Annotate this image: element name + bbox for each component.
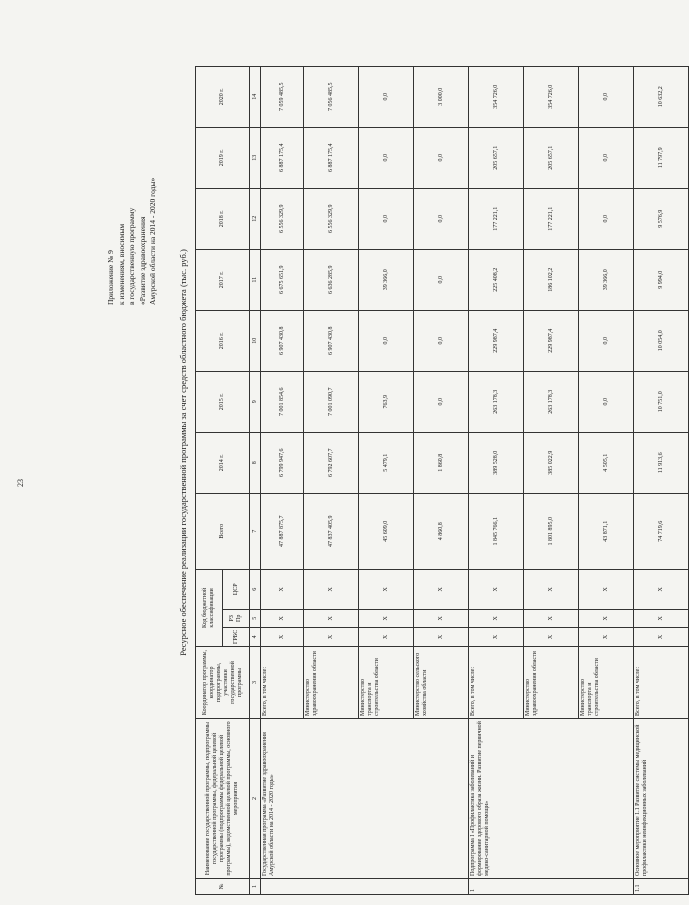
total-cell: 74 719,6 bbox=[634, 493, 689, 569]
header-total: Всего bbox=[196, 493, 250, 569]
header-no: № bbox=[196, 879, 250, 895]
year-amount-cell: 9 576,9 bbox=[634, 188, 689, 249]
year-amount-cell: 6 636 285,9 bbox=[304, 249, 359, 310]
coordinator-cell: Всего, в том числе: bbox=[261, 647, 304, 719]
column-number: 1 bbox=[250, 879, 261, 895]
year-amount-cell: 263 178,3 bbox=[469, 371, 524, 432]
header-year: 2014 г. bbox=[196, 432, 250, 493]
row-number: 1 bbox=[469, 879, 634, 895]
header-year: 2016 г. bbox=[196, 310, 250, 371]
year-amount-cell: 6 556 329,9 bbox=[261, 188, 304, 249]
grbs-cell: X bbox=[524, 627, 579, 646]
rzpr-cell: X bbox=[304, 609, 359, 627]
table-row bbox=[469, 66, 524, 894]
total-cell: 47 837 405,9 bbox=[304, 493, 359, 569]
year-amount-cell: 229 987,4 bbox=[469, 310, 524, 371]
column-number: 5 bbox=[250, 609, 261, 627]
grbs-cell: X bbox=[579, 627, 634, 646]
year-amount-cell: 186 102,2 bbox=[524, 249, 579, 310]
header-year: 2017 г. bbox=[196, 249, 250, 310]
csr-cell: X bbox=[414, 569, 469, 609]
csr-cell: X bbox=[304, 569, 359, 609]
csr-cell: X bbox=[359, 569, 414, 609]
budget-table bbox=[195, 66, 689, 895]
program-name: Основное мероприятие 1.1 Развитие системы медицинской профилактики неинфекционных заболеваний bbox=[634, 719, 689, 879]
year-amount-cell: 10 054,0 bbox=[634, 310, 689, 371]
column-number: 2 bbox=[250, 719, 261, 879]
year-amount-cell: 9 994,0 bbox=[634, 249, 689, 310]
year-amount-cell: 7 056 485,5 bbox=[304, 66, 359, 127]
year-amount-cell: 354 726,0 bbox=[524, 66, 579, 127]
program-name: Государственная программа «Развитие здравоохранения Амурской области на 2014 - 2020 годы» bbox=[261, 719, 469, 879]
coordinator-cell: Министерство здравоохранения области bbox=[524, 647, 579, 719]
header-budget-code: Код бюджетной классификации bbox=[196, 569, 223, 646]
total-cell: 4 860,8 bbox=[414, 493, 469, 569]
year-amount-cell: 7 059 485,5 bbox=[261, 66, 304, 127]
column-number: 13 bbox=[250, 127, 261, 188]
year-amount-cell: 10 632,2 bbox=[634, 66, 689, 127]
coordinator-cell: Министерство здравоохранения области bbox=[304, 647, 359, 719]
column-number-row bbox=[250, 66, 261, 894]
csr-cell: X bbox=[579, 569, 634, 609]
year-amount-cell: 1 860,8 bbox=[414, 432, 469, 493]
header-year: 2018 г. bbox=[196, 188, 250, 249]
header-year: 2015 г. bbox=[196, 371, 250, 432]
page-number: 23 bbox=[16, 479, 25, 487]
year-amount-cell: 0,0 bbox=[579, 310, 634, 371]
year-amount-cell: 0,0 bbox=[359, 127, 414, 188]
column-number: 8 bbox=[250, 432, 261, 493]
year-amount-cell: 0,0 bbox=[579, 127, 634, 188]
column-number: 4 bbox=[250, 627, 261, 646]
program-name: Подпрограмма I «Профилактика заболеваний и формирование здорового образа жизни. Развитие первичной медико-санитарной помощи» bbox=[469, 719, 634, 879]
csr-cell: X bbox=[261, 569, 304, 609]
rzpr-cell: X bbox=[359, 609, 414, 627]
column-number: 6 bbox=[250, 569, 261, 609]
year-amount-cell: 263 178,3 bbox=[524, 371, 579, 432]
year-amount-cell: 205 657,1 bbox=[469, 127, 524, 188]
total-cell: 45 609,0 bbox=[359, 493, 414, 569]
column-number: 9 bbox=[250, 371, 261, 432]
year-amount-cell: 6 799 947,6 bbox=[261, 432, 304, 493]
grbs-cell: X bbox=[634, 627, 689, 646]
year-amount-cell: 5 479,1 bbox=[359, 432, 414, 493]
header-year: 2019 г. bbox=[196, 127, 250, 188]
rzpr-cell: X bbox=[261, 609, 304, 627]
total-cell: 47 887 875,7 bbox=[261, 493, 304, 569]
year-amount-cell: 0,0 bbox=[414, 310, 469, 371]
year-amount-cell: 177 221,1 bbox=[524, 188, 579, 249]
rzpr-cell: X bbox=[414, 609, 469, 627]
total-cell: 1 845 766,1 bbox=[469, 493, 524, 569]
grbs-cell: X bbox=[359, 627, 414, 646]
year-amount-cell: 0,0 bbox=[359, 66, 414, 127]
rzpr-cell: X bbox=[579, 609, 634, 627]
row-number: 1.1 bbox=[634, 879, 689, 895]
year-amount-cell: 0,0 bbox=[414, 188, 469, 249]
year-amount-cell: 6 556 329,9 bbox=[304, 188, 359, 249]
grbs-cell: X bbox=[304, 627, 359, 646]
year-amount-cell: 389 528,0 bbox=[469, 432, 524, 493]
appendix-note: Приложение № 9 к изменениям, вносимым в государственную программу «Развитие здравоохранения Амурской области на 2014 - 2020 годы» bbox=[106, 177, 157, 305]
year-amount-cell: 385 022,9 bbox=[524, 432, 579, 493]
table-body bbox=[261, 66, 689, 894]
year-amount-cell: 225 408,2 bbox=[469, 249, 524, 310]
total-cell: 43 871,1 bbox=[579, 493, 634, 569]
total-cell: 1 801 895,0 bbox=[524, 493, 579, 569]
year-amount-cell: 229 987,4 bbox=[524, 310, 579, 371]
column-number: 14 bbox=[250, 66, 261, 127]
column-number: 3 bbox=[250, 647, 261, 719]
header-row bbox=[196, 66, 223, 894]
rzpr-cell: X bbox=[524, 609, 579, 627]
csr-cell: X bbox=[634, 569, 689, 609]
row-number bbox=[261, 879, 469, 895]
year-amount-cell: 11 797,9 bbox=[634, 127, 689, 188]
rzpr-cell: X bbox=[634, 609, 689, 627]
grbs-cell: X bbox=[261, 627, 304, 646]
year-amount-cell: 3 000,0 bbox=[414, 66, 469, 127]
column-number: 10 bbox=[250, 310, 261, 371]
year-amount-cell: 205 657,1 bbox=[524, 127, 579, 188]
header-grbs: ГРБС bbox=[223, 627, 250, 646]
year-amount-cell: 0,0 bbox=[579, 371, 634, 432]
year-amount-cell: 354 726,0 bbox=[469, 66, 524, 127]
year-amount-cell: 0,0 bbox=[414, 249, 469, 310]
coordinator-cell: Всего, в том числе: bbox=[469, 647, 524, 719]
column-number: 12 bbox=[250, 188, 261, 249]
year-amount-cell: 0,0 bbox=[414, 127, 469, 188]
csr-cell: X bbox=[469, 569, 524, 609]
year-amount-cell: 177 221,1 bbox=[469, 188, 524, 249]
year-amount-cell: 6 792 607,7 bbox=[304, 432, 359, 493]
year-amount-cell: 6 907 430,8 bbox=[261, 310, 304, 371]
header-year: 2020 г. bbox=[196, 66, 250, 127]
header-rzpr: РЗ Пр bbox=[223, 609, 250, 627]
year-amount-cell: 11 913,6 bbox=[634, 432, 689, 493]
grbs-cell: X bbox=[414, 627, 469, 646]
coordinator-cell: Министерство транспорта и строительства области bbox=[579, 647, 634, 719]
header-csr: ЦСР bbox=[223, 569, 250, 609]
table-row bbox=[634, 66, 689, 894]
coordinator-cell: Министерство сельского хозяйства области bbox=[414, 647, 469, 719]
year-amount-cell: 39 366,0 bbox=[579, 249, 634, 310]
grbs-cell: X bbox=[469, 627, 524, 646]
year-amount-cell: 0,0 bbox=[359, 310, 414, 371]
coordinator-cell: Всего, в том числе: bbox=[634, 647, 689, 719]
coordinator-cell: Министерство транспорта и строительства области bbox=[359, 647, 414, 719]
column-number: 7 bbox=[250, 493, 261, 569]
table-row bbox=[261, 66, 304, 894]
column-number: 11 bbox=[250, 249, 261, 310]
year-amount-cell: 10 751,0 bbox=[634, 371, 689, 432]
year-amount-cell: 0,0 bbox=[579, 188, 634, 249]
header-name: Наименование государственной программы, подпрограммы государственной программы, федеральной целевой программы (подпрограммы федеральной целевой программы), ведомственной целевой программы, основного мероприятия bbox=[196, 719, 250, 879]
year-amount-cell: 39 366,0 bbox=[359, 249, 414, 310]
year-amount-cell: 6 675 651,9 bbox=[261, 249, 304, 310]
table-heading: Ресурсное обеспечение реализации государственной программы за счет средств областного бюджета (тыс. руб.) bbox=[178, 249, 188, 656]
year-amount-cell: 0,0 bbox=[359, 188, 414, 249]
year-amount-cell: 7 001 854,6 bbox=[261, 371, 304, 432]
year-amount-cell: 6 887 175,4 bbox=[304, 127, 359, 188]
year-amount-cell: 4 505,1 bbox=[579, 432, 634, 493]
year-amount-cell: 7 001 090,7 bbox=[304, 371, 359, 432]
year-amount-cell: 0,0 bbox=[579, 66, 634, 127]
year-amount-cell: 0,0 bbox=[414, 371, 469, 432]
year-amount-cell: 6 887 175,4 bbox=[261, 127, 304, 188]
csr-cell: X bbox=[524, 569, 579, 609]
year-amount-cell: 763,9 bbox=[359, 371, 414, 432]
year-amount-cell: 6 907 430,8 bbox=[304, 310, 359, 371]
header-coordinator: Координатор программы, координатор подпрограммы, участники государственной программы bbox=[196, 647, 250, 719]
rzpr-cell: X bbox=[469, 609, 524, 627]
